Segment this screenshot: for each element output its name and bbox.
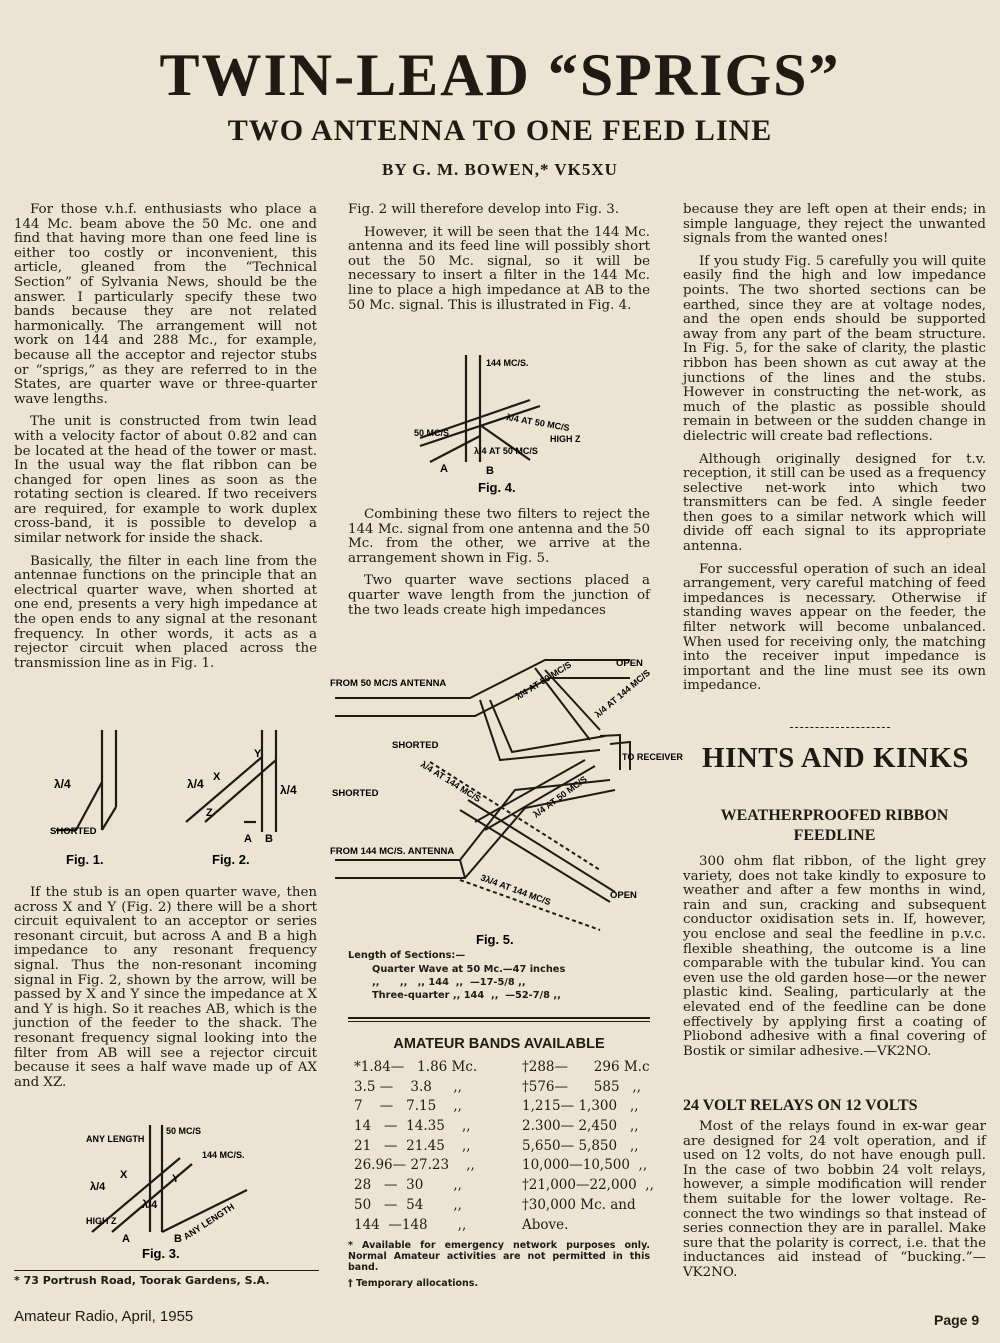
svg-text:B: B [486,465,494,477]
svg-text:λ/4 AT 50 MC/S: λ/4 AT 50 MC/S [531,773,589,820]
hint-2-title: 24 VOLT RELAYS ON 12 VOLTS [683,1097,918,1114]
svg-text:Y: Y [254,748,262,760]
column-3-top [683,203,986,702]
table-row: *1.84— 1.86 Mc. †288— 296 M.c [354,1059,650,1075]
svg-text:HIGH Z: HIGH Z [86,1216,117,1226]
svg-text:λ/4: λ/4 [280,783,297,797]
svg-text:X: X [213,771,221,783]
svg-text:B: B [174,1233,182,1245]
svg-text:TO RECEIVER: TO RECEIVER [622,752,683,762]
paragraph: If the stub is an open quarter wave, then across X and Y (Fig. 2) there will be a short circuit equivalent to an acceptor or series resonant circuit, but across A and B a high impedance to any resonant frequency signal. Thus the non-resonant incoming signal in Fig. 2, shown by the arrow, will be passed by X and Y since the impedance at X and Y is high. So it reaches AB, which is the junction of the feeder to the shack. The resonant frequency signal looking into the filter from AB will see a rejector circuit because it sees a half wave made up of AX and XZ. [14,885,317,1090]
table-row: 21 — 21.45 ,, 5,650— 5,850 ,, [354,1137,639,1154]
svg-text:λ/4: λ/4 [90,1181,106,1193]
byline: BY G. M. BOWEN,* VK5XU [382,160,618,179]
svg-text:λ/4 AT 50 MC/S: λ/4 AT 50 MC/S [513,659,574,702]
svg-text:λ/4 AT 50 MC/S: λ/4 AT 50 MC/S [505,412,571,434]
table-row: 144 —148 ,, Above. [354,1216,569,1233]
table-row: 3.5 — 3.8 ,, †576— 585 ,, [354,1078,641,1095]
hint-2-body [683,1120,986,1289]
footer-publication: Amateur Radio, April, 1955 [14,1308,194,1325]
svg-text:λ/4 AT 144 MC/S: λ/4 AT 144 MC/S [592,667,653,720]
figure-1-caption: Fig. 1. [66,852,104,867]
shorted-label: SHORTED [50,826,97,837]
column-1-mid [14,886,317,1098]
paragraph: Combining these two filters to reject the 144 Mc. signal from one antenna and the 50 Mc. from the other, we arrive at the arrangement shown in Fig. 5. [348,507,650,566]
section-line: Quarter Wave at 50 Mc.—47 inches [372,964,566,975]
figure-3-caption: Fig. 3. [142,1246,180,1261]
article-subtitle: TWO ANTENNA TO ONE FEED LINE [227,114,773,147]
article-title: TWIN-LEAD “SPRIGS” [159,42,841,108]
paragraph: 300 ohm flat ribbon, of the light grey variety, does not take kindly to exposure to weather and after a few months in wind, rain and sun, cracking and subsequent conductor oxidisation sets in. If, however, you enclose and seal the feedline in p.v.c. flexible sheathing, the outcome is a line comparable with the tubular kind. You can even use the old garden hose—or the newer plastic kind. Sealing, particularly at the elevated end of the feedline can be done effectively by applying first a coating of Pliobond adhesive with a final covering of Bostik or similar adhesive.—VK2NO. [683,854,986,1059]
svg-text:HIGH Z: HIGH Z [550,434,581,444]
paragraph: The unit is constructed from twin lead with a velocity factor of about 0.82 and can be located at the head of the tower or mast. In the usual way the flat ribbon can be changed for open lines as soon as the rotating section is cleared. If two receivers are required, for example to work duplex cross-band, it is possible to develop a similar network for inside the shack. [14,414,317,547]
quarter-label: λ/4 [54,777,71,791]
svg-text:B: B [265,833,273,845]
svg-text:144 MC/S.: 144 MC/S. [202,1150,245,1160]
paragraph: Two quarter wave sections placed a quarter wave length from the junction of the two leads create high impedances [348,573,650,618]
divider [790,727,890,728]
svg-text:SHORTED: SHORTED [332,788,379,799]
svg-text:OPEN: OPEN [616,658,643,669]
svg-text:144 MC/S.: 144 MC/S. [486,358,529,368]
svg-text:Y: Y [172,1173,180,1185]
svg-text:50 MC/S: 50 MC/S [414,428,450,438]
svg-text:A: A [122,1233,130,1245]
bands-rule [348,1021,650,1022]
table-row: 26.96— 27.23 ,, 10,000—10,500 ,, [354,1157,648,1174]
section-line: Three-quarter ,, 144 ,, —52-7/8 ,, [372,990,561,1001]
column-2-top [348,203,650,321]
svg-text:A: A [244,833,252,845]
paragraph: For those v.h.f. enthusiasts who place a 144 Mc. beam above the 50 Mc. one and find that having more than one feed line is either too costly or inconvenient, this article, gleaned from the “Technical Section” of Sylvania News, should be the answer. I particularly specify these two bands because they are not related harmonically. The arrangement will not work on 144 and 288 Mc., for example, because all the acceptor and rejector stubs or “sprigs,” as they are referred to in the States, are quarter wave or three-quarter wave lengths. [14,202,317,407]
paragraph: For successful operation of such an ideal arrangement, very careful matching of feed impedances is necessary. Otherwise if standing waves appear on the feeder, the filter network will become unbalanced. When used for receiving only, the matching into the receiver input impedance is important and the line must see its own impedance. [683,561,986,694]
hints-kinks-title: HINTS AND KINKS [702,742,969,774]
svg-text:ANY LENGTH: ANY LENGTH [181,1201,237,1242]
svg-text:A: A [440,463,448,475]
bands-table [354,1058,654,1235]
page-number: Page 9 [934,1312,980,1328]
footnote: * 73 Portrush Road, Toorak Gardens, S.A. [14,1274,270,1287]
svg-text:Z: Z [206,807,213,819]
paragraph: Basically, the filter in each line from the antennae functions on the principle that an electrical quarter wave, when shorted at one end, presents a very high impedance at the open ends to any signal at the resonant frequency. In other words, it acts as a rejector circuit when placed across the transmission line as in Fig. 1. [14,553,317,671]
paragraph: If you study Fig. 5 carefully you will quite easily find the high and low impedance points. The two shorted sections can be earthed, since they are at voltage nodes, and the open ends should be supported away from any part of the beam structure. In Fig. 5, for the sake of clarity, the plastic ribbon has been shown as cut away at the junctions of the lines and the stubs. However in constructing the net-work, as much of the plastic as possible should remain in between or the sudden change in dielectric will create bad reflections. [683,253,986,444]
paragraph: However, it will be seen that the 144 Mc. antenna and its feed line will possibly short out the 50 Mc. signal, so it will be necessary to insert a filter in the 144 Mc. line to place a high impedance at AB to the 50 Mc. signal. This is illustrated in Fig. 4. [348,224,650,313]
svg-text:λ/4: λ/4 [142,1199,158,1211]
svg-text:FROM 50 MC/S ANTENNA: FROM 50 MC/S ANTENNA [330,678,447,689]
svg-text:X: X [120,1169,128,1181]
paragraph: Although originally designed for t.v. reception, it still can be used as a frequency selective net-work into which two transmitters can be fed. A single feeder then goes to a similar network which will divide off each signal to its appropriate antenna. [683,451,986,555]
sections-title: Length of Sections:— [348,950,466,961]
hint-1-body [683,855,986,1067]
any-length-label: ANY LENGTH [86,1134,145,1144]
paragraph: Fig. 2 will therefore develop into Fig. 3. [348,202,620,217]
bands-note: * Available for emergency network purposes only. Normal Amateur activities are not permitted in this band. [348,1240,650,1273]
svg-text:OPEN: OPEN [610,890,637,901]
section-line: ,, ,, ,, 144 ,, —17-5/8 ,, [372,977,526,988]
svg-text:50 MC/S: 50 MC/S [166,1126,202,1136]
figure-5-caption: Fig. 5. [476,932,514,947]
column-1-top [14,203,317,679]
svg-text:λ/4: λ/4 [187,777,204,791]
figure-3 [82,1120,282,1265]
paragraph: because they are left open at their ends; in simple language, they reject the unwanted signals from the wanted ones! [683,202,986,247]
bands-title: AMATEUR BANDS AVAILABLE [393,1036,605,1052]
svg-text:λ/4 AT 144 MC/S: λ/4 AT 144 MC/S [418,759,483,805]
hint-1-title: WEATHERPROOFED RIBBON FEEDLINE [720,807,949,844]
table-row: 7 — 7.15 ,, 1,215— 1,300 ,, [354,1098,639,1115]
svg-text:λ/4 AT 50 MC/S: λ/4 AT 50 MC/S [474,446,538,456]
svg-text:3λ/4 AT 144 MC/S: 3λ/4 AT 144 MC/S [479,872,553,908]
footnote-rule [14,1270,319,1271]
figure-1-2 [30,722,320,872]
figure-5 [330,640,683,950]
figure-2-caption: Fig. 2. [212,852,250,867]
bands-note: † Temporary allocations. [348,1278,479,1289]
svg-text:SHORTED: SHORTED [392,740,439,751]
column-2-mid [348,508,650,626]
bands-rule [348,1017,650,1019]
table-row: 14 — 14.35 ,, 2.300— 2,450 ,, [354,1118,639,1135]
figure-4 [410,350,610,495]
paragraph: Most of the relays found in ex-war gear are designed for 24 volt operation, and if used on 12 volts, do not have enough pull. In the case of two bobbin 24 volt relays, however, a simple modification will render them suitable for the lower voltage. Re-connect the two windings so that instead of series connection they are in parallel. Make sure that the polarity is correct, i.e. that the inductances aid instead of “bucking.”—VK2NO. [683,1119,986,1280]
table-row: 28 — 30 ,, †21,000—22,000 ,, [354,1177,654,1194]
figure-4-caption: Fig. 4. [478,480,516,495]
table-row: 50 — 54 ,, †30,000 Mc. and [354,1196,636,1213]
svg-text:FROM 144 MC/S. ANTENNA: FROM 144 MC/S. ANTENNA [330,846,455,857]
